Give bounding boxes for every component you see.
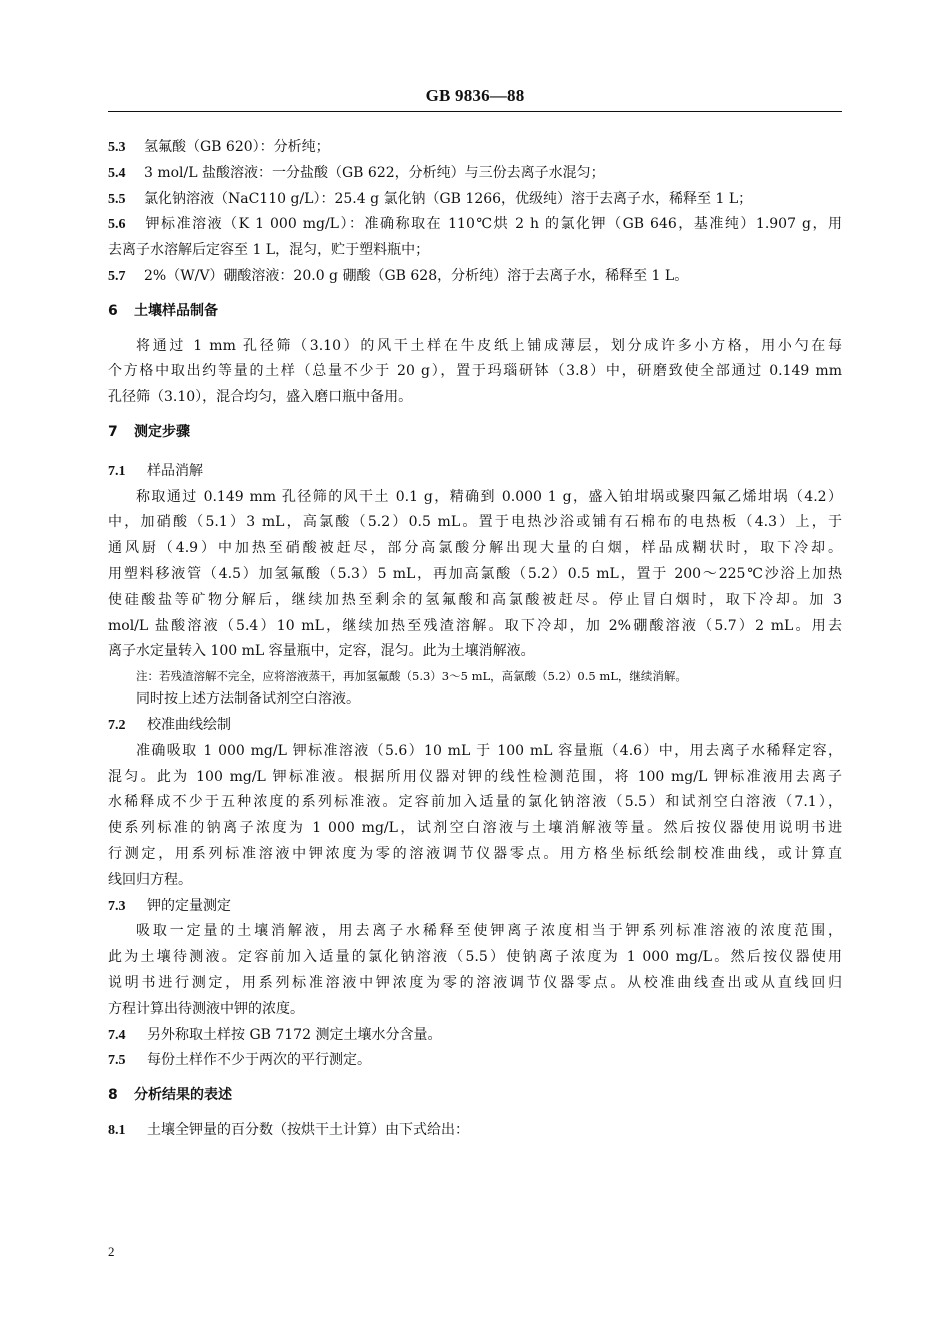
item-number: 5.5 bbox=[108, 191, 126, 207]
item-text: 氢氟酸（GB 620）：分析纯； bbox=[144, 139, 330, 155]
item-number: 5.6 bbox=[108, 217, 126, 233]
paragraph-line: 称取通过 0.149 mm 孔径筛的风干土 0.1 g，精确到 0.000 1 g，盛入铂坩埚或聚四氟乙烯坩埚（4.2） bbox=[136, 488, 842, 505]
item-number: 8.1 bbox=[108, 1122, 126, 1138]
item-number: 7.4 bbox=[108, 1027, 126, 1043]
subsection-heading-7-2 bbox=[108, 713, 842, 739]
paragraph-line: 同时按上述方法制备试剂空白溶液。 bbox=[136, 691, 360, 708]
item-text: 钾标准溶液（K 1 000 mg/L）：准确称取在 110℃烘 2 h 的氯化钾（GB 646，基准纯）1.907 g，用 bbox=[144, 216, 842, 233]
item-number: 7.2 bbox=[108, 717, 126, 733]
paragraph-line: 离子水定量转入 100 mL 容量瓶中，定容，混匀。此为土壤消解液。 bbox=[108, 643, 535, 660]
paragraph-line: 方程计算出待测液中钾的浓度。 bbox=[108, 1000, 304, 1017]
paragraph-line: 将通过 1 mm 孔径筛（3.10）的风干土样在牛皮纸上铺成薄层，划分成许多小方格，用小勺在每 bbox=[136, 337, 842, 354]
subsection-title: 校准曲线绘制 bbox=[147, 716, 231, 733]
item-number: 5.4 bbox=[108, 165, 126, 181]
item-text: 2%（W/V）硼酸溶液：20.0 g 硼酸（GB 628，分析纯）溶于去离子水，稀释至 1 L。 bbox=[144, 267, 689, 284]
subsection-title: 钾的定量测定 bbox=[147, 897, 231, 914]
item-number: 5.7 bbox=[108, 268, 126, 284]
section-number: 8 bbox=[108, 1087, 118, 1104]
paragraph-line: 准确吸取 1 000 mg/L 钾标准溶液（5.6）10 mL 于 100 mL 容量瓶（4.6）中，用去离子水稀释定容， bbox=[136, 742, 842, 759]
item-text: 另外称取土样按 GB 7172 测定土壤水分含量。 bbox=[147, 1026, 442, 1043]
item-text: 每份土样作不少于两次的平行测定。 bbox=[147, 1052, 371, 1069]
paragraph-line: 中，加硝酸（5.1）3 mL，高氯酸（5.2）0.5 mL。置于电热沙浴或铺有石棉布的电热板（4.3）上，于 bbox=[108, 514, 842, 531]
item-5-7 bbox=[108, 264, 842, 290]
item-5-6-continued: 去离子水溶解后定容至 1 L，混匀，贮于塑料瓶中； bbox=[108, 242, 430, 259]
section-title: 测定步骤 bbox=[134, 423, 190, 440]
item-number: 7.1 bbox=[108, 463, 126, 479]
item-7-4 bbox=[108, 1023, 842, 1049]
section-number: 6 bbox=[108, 302, 118, 319]
item-5-4 bbox=[108, 161, 842, 187]
item-text: 氯化钠溶液（NaC110 g/L）：25.4 g 氯化钠（GB 1266，优级纯）溶于去离子水，稀释至 1 L； bbox=[144, 190, 753, 207]
section-heading-8 bbox=[108, 1083, 842, 1109]
paragraph-line: 线回归方程。 bbox=[108, 871, 192, 888]
paragraph-line: 用塑料移液管（4.5）加氢氟酸（5.3）5 mL，再加高氯酸（5.2）0.5 mL，置于 200～225℃沙浴上加热 bbox=[108, 565, 842, 582]
item-number: 7.5 bbox=[108, 1053, 126, 1069]
item-number: 7.3 bbox=[108, 898, 126, 914]
paragraph-line: 此为土壤待测液。定容前加入适量的氯化钠溶液（5.5）使钠离子浓度为 1 000 mg/L。然后按仪器使用 bbox=[108, 949, 842, 966]
section-title: 土壤样品制备 bbox=[134, 302, 218, 319]
subsection-heading-7-1 bbox=[108, 459, 842, 485]
header-rule bbox=[108, 111, 842, 112]
item-7-5 bbox=[108, 1048, 842, 1074]
paragraph-line: 行测定，用系列标准溶液中钾浓度为零的溶液调节仪器零点。用方格坐标纸绘制校准曲线，或计算直 bbox=[108, 845, 842, 862]
paragraph-line: 使系列标准的钠离子浓度为 1 000 mg/L，试剂空白溶液与土壤消解液等量。然后按仪器使用说明书进 bbox=[108, 820, 842, 837]
page-number: 2 bbox=[108, 1244, 115, 1259]
paragraph-line: 使硅酸盐等矿物分解后，继续加热至剩余的氢氟酸和高氯酸被赶尽。停止冒白烟时，取下冷却。加 3 bbox=[108, 591, 842, 608]
subsection-title: 样品消解 bbox=[147, 462, 203, 479]
item-5-3 bbox=[108, 135, 842, 161]
item-5-5 bbox=[108, 187, 842, 213]
paragraph-line: mol/L 盐酸溶液（5.4）10 mL，继续加热至残渣溶解。取下冷却，加 2%硼酸溶液（5.7）2 mL。用去 bbox=[108, 617, 842, 634]
section-number: 7 bbox=[108, 423, 118, 440]
paragraph-line: 混匀。此为 100 mg/L 钾标准液。根据所用仪器对钾的线性检测范围，将 100 mg/L 钾标准液用去离子 bbox=[108, 768, 842, 785]
paragraph-line: 说明书进行测定，用系列标准溶液中钾浓度为零的溶液调节仪器零点。从校准曲线查出或从直线回归 bbox=[108, 974, 842, 991]
section-title: 分析结果的表述 bbox=[134, 1087, 232, 1104]
paragraph-line: 孔径筛（3.10），混合均匀，盛入磨口瓶中备用。 bbox=[108, 389, 413, 406]
item-5-6 bbox=[108, 212, 842, 238]
paragraph-line: 通风厨（4.9）中加热至硝酸被赶尽，部分高氯酸分解出现大量的白烟，样品成糊状时，取下冷却。 bbox=[108, 540, 842, 557]
section-heading-7 bbox=[108, 420, 842, 446]
document-body bbox=[108, 135, 842, 1144]
item-8-1 bbox=[108, 1118, 842, 1144]
item-text: 土壤全钾量的百分数（按烘干土计算）由下式给出： bbox=[147, 1121, 469, 1138]
note: 注：若残渣溶解不完全，应将溶液蒸干，再加氢氟酸（5.3）3～5 mL，高氯酸（5.2）0.5 mL，继续消解。 bbox=[136, 669, 687, 684]
item-text: 3 mol/L 盐酸溶液：一分盐酸（GB 622，分析纯）与三份去离子水混匀； bbox=[144, 164, 605, 181]
paragraph-line: 个方格中取出约等量的土样（总量不少于 20 g），置于玛瑙研钵（3.8）中，研磨致使全部通过 0.149 mm bbox=[108, 363, 842, 380]
paragraph-line: 吸取一定量的土壤消解液，用去离子水稀释至使钾离子浓度相当于钾系列标准溶液的浓度范围， bbox=[136, 923, 842, 940]
subsection-heading-7-3 bbox=[108, 894, 842, 920]
document-code: GB 9836—88 bbox=[425, 86, 525, 105]
item-number: 5.3 bbox=[108, 140, 126, 155]
paragraph-line: 水稀释成不少于五种浓度的系列标准液。定容前加入适量的氯化钠溶液（5.5）和试剂空白溶液（7.1）， bbox=[108, 794, 842, 811]
section-heading-6 bbox=[108, 299, 842, 325]
